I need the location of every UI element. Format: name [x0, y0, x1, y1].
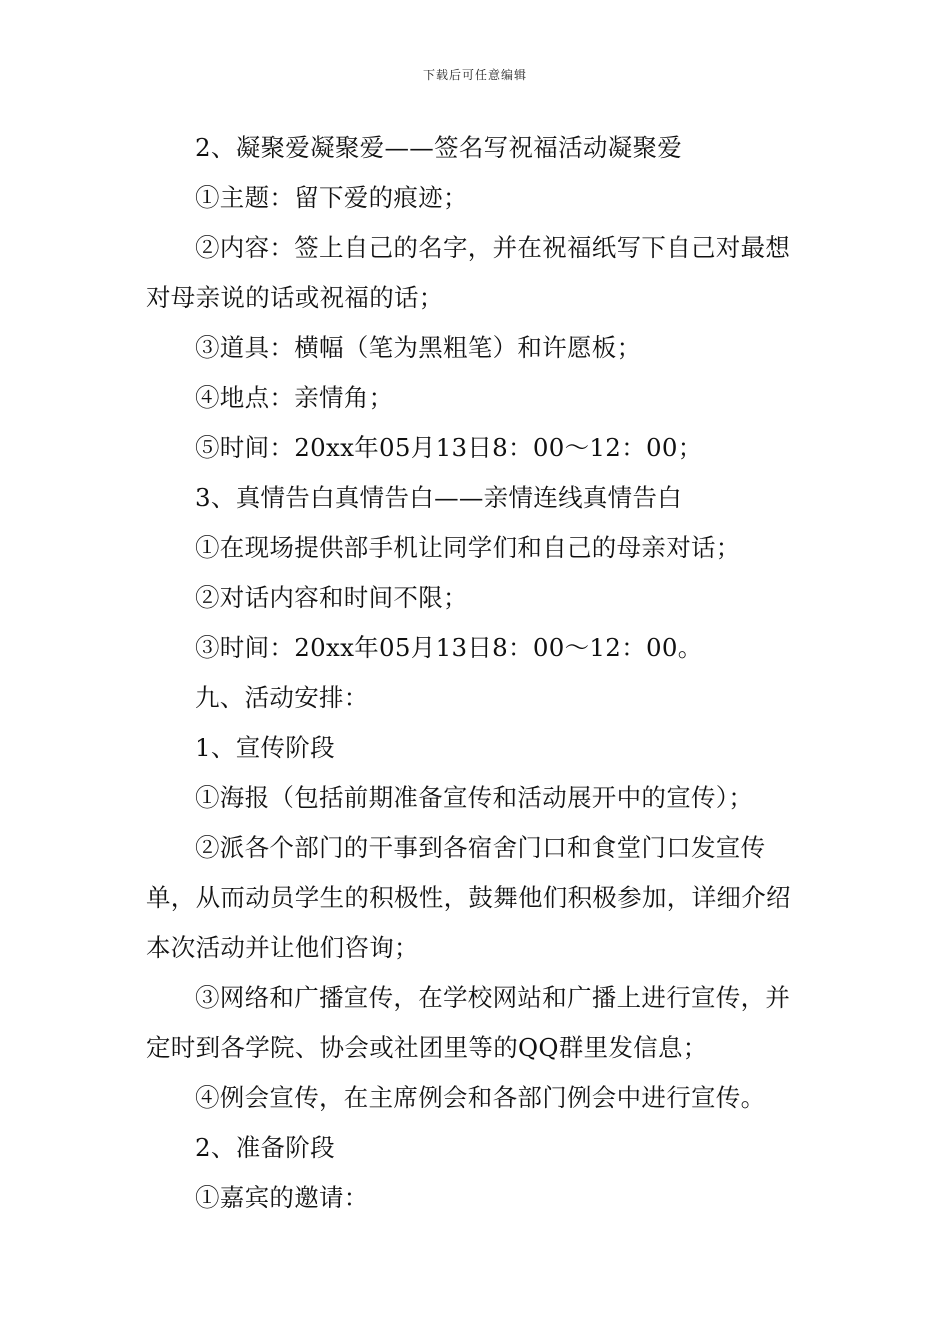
paragraph: ②派各个部门的干事到各宿舍门口和食堂门口发宣传单，从而动员学生的积极性，鼓舞他们积极参加，详细介绍本次活动并让他们咨询； — [146, 833, 791, 962]
subsection-heading: 2、准备阶段 — [195, 1133, 335, 1162]
paragraph: ①海报（包括前期准备宣传和活动展开中的宣传）； — [195, 783, 754, 812]
paragraph: ③时间：20xx年05月13日8：00～12：00。 — [195, 633, 703, 662]
paragraph: 3、真情告白真情告白——亲情连线真情告白 — [195, 483, 683, 512]
paragraph: 2、凝聚爱凝聚爱——签名写祝福活动凝聚爱 — [195, 133, 683, 162]
paragraph: ④地点：亲情角； — [195, 383, 394, 412]
header-note: 下载后可任意编辑 — [422, 68, 527, 82]
paragraph: ①嘉宾的邀请： — [195, 1183, 369, 1212]
section-heading: 九、活动安排： — [195, 683, 369, 712]
document-body — [146, 123, 811, 1223]
paragraph: ③网络和广播宣传，在学校网站和广播上进行宣传，并定时到各学院、协会或社团里等的QQ群里发信息； — [146, 983, 791, 1062]
paragraph: ②对话内容和时间不限； — [195, 583, 468, 612]
paragraph: ③道具：横幅（笔为黑粗笔）和许愿板； — [195, 333, 642, 362]
subsection-heading: 1、宣传阶段 — [195, 733, 335, 762]
paragraph: ②内容：签上自己的名字，并在祝福纸写下自己对最想对母亲说的话或祝福的话； — [146, 233, 791, 312]
paragraph: ⑤时间：20xx年05月13日8：00～12：00； — [195, 433, 703, 462]
paragraph: ①主题：留下爱的痕迹； — [195, 183, 468, 212]
paragraph: ①在现场提供部手机让同学们和自己的母亲对话； — [195, 533, 741, 562]
paragraph: ④例会宣传，在主席例会和各部门例会中进行宣传。 — [195, 1083, 766, 1112]
